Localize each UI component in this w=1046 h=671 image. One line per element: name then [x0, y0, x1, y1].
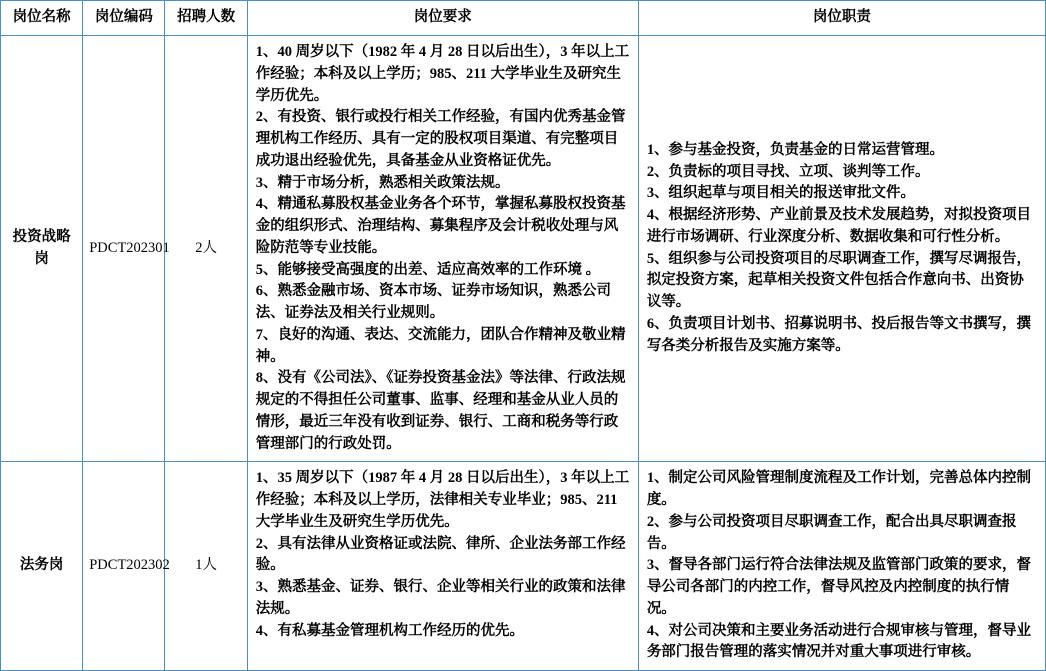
requirement-item: 2、有投资、银行或投行相关工作经验，有国内优秀基金管理机构工作经历、具有一定的股权项目渠道、有完整项目成功退出经验优先，具备基金从业资格证优先。 — [255, 109, 626, 169]
duty-item: 1、制定公司风险管理制度流程及工作计划，完善总体内控制度。 — [646, 470, 1032, 508]
cell-headcount: 1人 — [165, 462, 247, 671]
cell-duties — [638, 462, 1045, 671]
requirement-item: 4、精通私募股权基金业务各个环节，掌握私募股权投资基金的组织形式、治理结构、募集程序及会计税收处理与风险防范等专业技能。 — [255, 196, 626, 256]
column-header-requirements: 岗位要求 — [247, 1, 638, 36]
cell-job-name: 投资战略岗 — [1, 36, 83, 462]
column-header-duties: 岗位职责 — [638, 1, 1045, 36]
cell-job-code: PDCT202302 — [83, 462, 165, 671]
requirement-item: 8、没有《公司法》、《证券投资基金法》等法律、行政法规规定的不得担任公司董事、监事、经理和基金从业人员的情形，最近三年没有收到证券、银行、工商和税务等行政管理部门的行政处罚。 — [255, 370, 626, 452]
duty-item: 4、根据经济形势、产业前景及技术发展趋势，对拟投资项目进行市场调研、行业深度分析、数据收集和可行性分析。 — [646, 207, 1032, 245]
duty-item: 5、组织参与公司投资项目的尽职调查工作，撰写尽调报告，拟定投资方案，起草相关投资文件包括合作意向书、出资协议等。 — [646, 250, 1032, 311]
cell-job-code: PDCT202301 — [83, 36, 165, 462]
requirement-item: 2、具有法律从业资格证或法院、律所、企业法务部工作经验。 — [255, 535, 626, 574]
requirement-item: 5、能够接受高强度的出差、适应高效率的工作环境 。 — [255, 261, 601, 278]
duty-item: 4、对公司决策和主要业务活动进行合规审核与管理，督导业务部门报告管理的落实情况并对重大事项进行审核。 — [646, 622, 1032, 661]
requirement-item: 7、良好的沟通、表达、交流能力，团队合作精神及敬业精神。 — [255, 326, 626, 365]
column-header-headcount: 招聘人数 — [165, 1, 247, 36]
requirement-item: 1、40 周岁以下（1982 年 4 月 28 日以后出生），3 年以上工作经验；本科及以上学历；985、211 大学毕业生及研究生学历优先。 — [255, 44, 630, 104]
requirement-item: 3、熟悉基金、证券、银行、企业等相关行业的政策和法律法规。 — [255, 579, 626, 617]
table-row — [1, 36, 1046, 462]
table-row — [1, 462, 1046, 671]
duty-item: 6、负责项目计划书、招募说明书、投后报告等文书撰写，撰写各类分析报告及实施方案等。 — [646, 315, 1032, 354]
requirement-item: 3、精于市场分析，熟悉相关政策法规。 — [255, 174, 510, 191]
requirement-item: 4、有私募基金管理机构工作经历的优先。 — [255, 622, 524, 639]
cell-job-name: 法务岗 — [1, 462, 83, 671]
cell-requirements — [247, 462, 638, 671]
column-header-job-code: 岗位编码 — [83, 1, 165, 36]
cell-duties — [638, 36, 1045, 462]
cell-requirements — [247, 36, 638, 462]
requirement-item: 1、35 周岁以下（1987 年 4 月 28 日以后出生），3 年以上工作经验；本科及以上学历，法律相关专业毕业；985、211 大学毕业生及研究生学历优先。 — [255, 470, 630, 530]
duty-item: 2、负责标的项目寻找、立项、谈判等工作。 — [646, 163, 930, 180]
requirement-item: 6、熟悉金融市场、资本市场、证券市场知识，熟悉公司法、证券法及相关行业规则。 — [255, 283, 611, 321]
table-header — [1, 1, 1046, 36]
table-body — [1, 36, 1046, 671]
duty-item: 3、组织起草与项目相关的报送审批文件。 — [646, 185, 916, 202]
column-header-job-name: 岗位名称 — [1, 1, 83, 36]
duty-item: 1、参与基金投资，负责基金的日常运营管理。 — [646, 141, 945, 158]
cell-headcount: 2人 — [165, 36, 247, 462]
duty-item: 2、参与公司投资项目尽职调查工作，配合出具尽职调查报告。 — [646, 513, 1017, 552]
table-header-row — [1, 1, 1046, 36]
duty-item: 3、督导各部门运行符合法律法规及监管部门政策的要求，督导公司各部门的内控工作，督导风控及内控制度的执行情况。 — [646, 557, 1032, 617]
